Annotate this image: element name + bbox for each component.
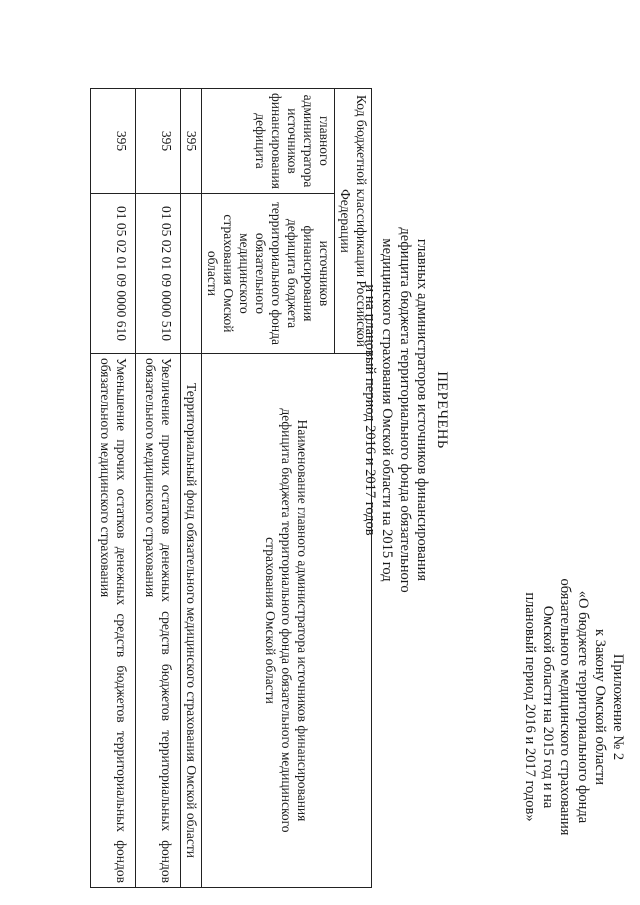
cell-name: Территориальный фонд обязательного медицинского страхования Омской области (181, 353, 202, 887)
title-line: дефицита бюджета территориального фонда обязательного (397, 227, 413, 593)
table-row (181, 89, 202, 888)
cell-admin-code: 395 (181, 89, 202, 194)
table-header-row (335, 89, 372, 888)
cell-admin-code: 395 (136, 89, 181, 194)
title-line: и на плановый период 2016 и 2017 годов (362, 284, 378, 536)
title-line: медицинского страхования Омской области на 2015 год (379, 238, 396, 582)
title-heading: ПЕРЕЧЕНЬ (434, 371, 450, 449)
table-row (136, 89, 181, 888)
cell-admin-code: 395 (91, 89, 136, 194)
annex-line: «О бюджете территориального фонда (575, 590, 591, 824)
cell-source-code: 01 05 02 01 09 0000 510 (136, 193, 181, 353)
title-line: главных администраторов источников финансирования (414, 238, 431, 582)
annex-line: плановый период 2016 и 2017 годов» (522, 592, 539, 822)
cell-name: Увеличение прочих остатков денежных средств бюджетов территориальных фондов обязательного медицинского страхования (136, 353, 181, 887)
annex-line: Омской области на 2015 год и на (540, 605, 556, 809)
cell-source-code: 01 05 02 01 09 0000 610 (91, 193, 136, 353)
administrators-table (90, 88, 372, 888)
annex-line: обязательного медицинского страхования (557, 578, 574, 836)
annex-line: к Закону Омской области (592, 628, 609, 786)
document-title (361, 180, 451, 640)
header-financing-sources: источников финансирования дефицита бюджета территориального фонда обязательного медицинского страхования Омской области (202, 193, 335, 353)
annex-line: Приложение № 2 (610, 653, 626, 761)
cell-name: Уменьшение прочих остатков денежных средств бюджетов территориальных фондов обязательного медицинского страхования (91, 353, 136, 887)
header-budget-classification: Код бюджетной классификации Российской Федерации (335, 89, 372, 354)
header-chief-administrator: главного администратора источников финансирования дефицита (202, 89, 335, 194)
header-administrator-name: Наименование главного администратора источников финансирования дефицита бюджета территориального фонда обязательного медицинского страхования Омской области (202, 353, 372, 887)
annex-block (521, 527, 626, 887)
cell-source-code (181, 193, 202, 353)
table-row (91, 89, 136, 888)
